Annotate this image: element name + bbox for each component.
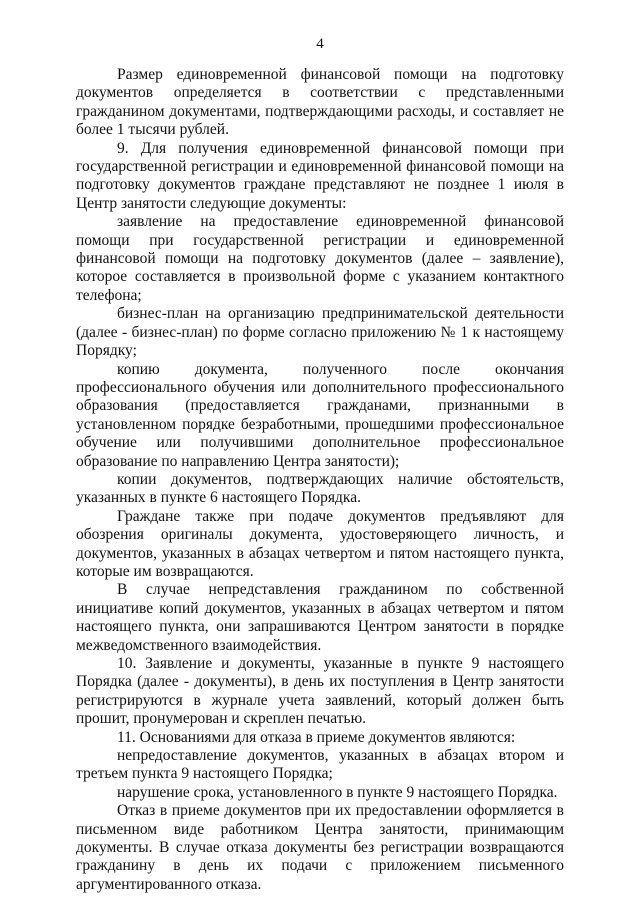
paragraph: 10. Заявление и документы, указанные в пункте 9 настоящего Порядка (далее - документы), в день их поступления в Центр занятости регистрируются в журнале учета заявлений, который должен быть прошит, пронумерован и скреплен печатью.: [76, 655, 564, 728]
paragraph: Отказ в приеме документов при их предоставлении оформляется в письменном виде работником Центра занятости, принимающим документы. В случае отказа документы без регистрации возвращаются гражданину в день их подачи с приложением письменного аргументированного отказа.: [76, 802, 564, 893]
paragraph: Граждане также при подаче документов предъявляют для обозрения оригиналы документа, удостоверяющего личность, и документов, указанных в абзацах четвертом и пятом настоящего пункта, которые им возвращаются.: [76, 507, 564, 580]
paragraph: копии документов, подтверждающих наличие обстоятельств, указанных в пункте 6 настоящего Порядка.: [76, 470, 564, 507]
page-number: 4: [316, 36, 324, 52]
paragraph: заявление на предоставление единовременной финансовой помощи при государственной регистрации и единовременной финансовой помощи на подготовку документов (далее – заявление), которое составляется в произвольной форме с указанием контактного телефона;: [76, 213, 564, 304]
paragraph: непредоставление документов, указанных в абзацах втором и третьем пункта 9 настоящего Порядка;: [76, 747, 564, 783]
paragraph: 11. Основаниями для отказа в приеме документов являются:: [117, 728, 516, 746]
paragraph: бизнес-план на организацию предпринимательской деятельности (далее - бизнес-план) по форме согласно приложению № 1 к настоящему Порядку;: [76, 305, 564, 360]
paragraph: 9. Для получения единовременной финансовой помощи при государственной регистрации и единовременной финансовой помощи на подготовку документов граждане представляют не позднее 1 июля в Центр занятости следующие документы:: [76, 139, 564, 212]
paragraph: копию документа, полученного после окончания профессионального обучения или дополнительного профессионального образования (предоставляется гражданами, признанными в установленном порядке безработными, прошедшими профессиональное обучение или получившими дополнительное профессиональное образование по направлению Центра занятости);: [76, 360, 564, 470]
paragraph: нарушение срока, установленного в пункте 9 настоящего Порядка.: [117, 783, 558, 801]
paragraph: В случае непредставления гражданином по собственной инициативе копий документов, указанных в абзацах четвертом и пятом настоящего пункта, они запрашиваются Центром занятости в порядке межведомственного взаимодействия.: [76, 581, 564, 654]
document-body: [76, 66, 564, 894]
paragraph: Размер единовременной финансовой помощи на подготовку документов определяется в соответствии с представленными гражданином документами, подтверждающими расходы, и составляет не более 1 тысячи рублей.: [76, 66, 564, 139]
